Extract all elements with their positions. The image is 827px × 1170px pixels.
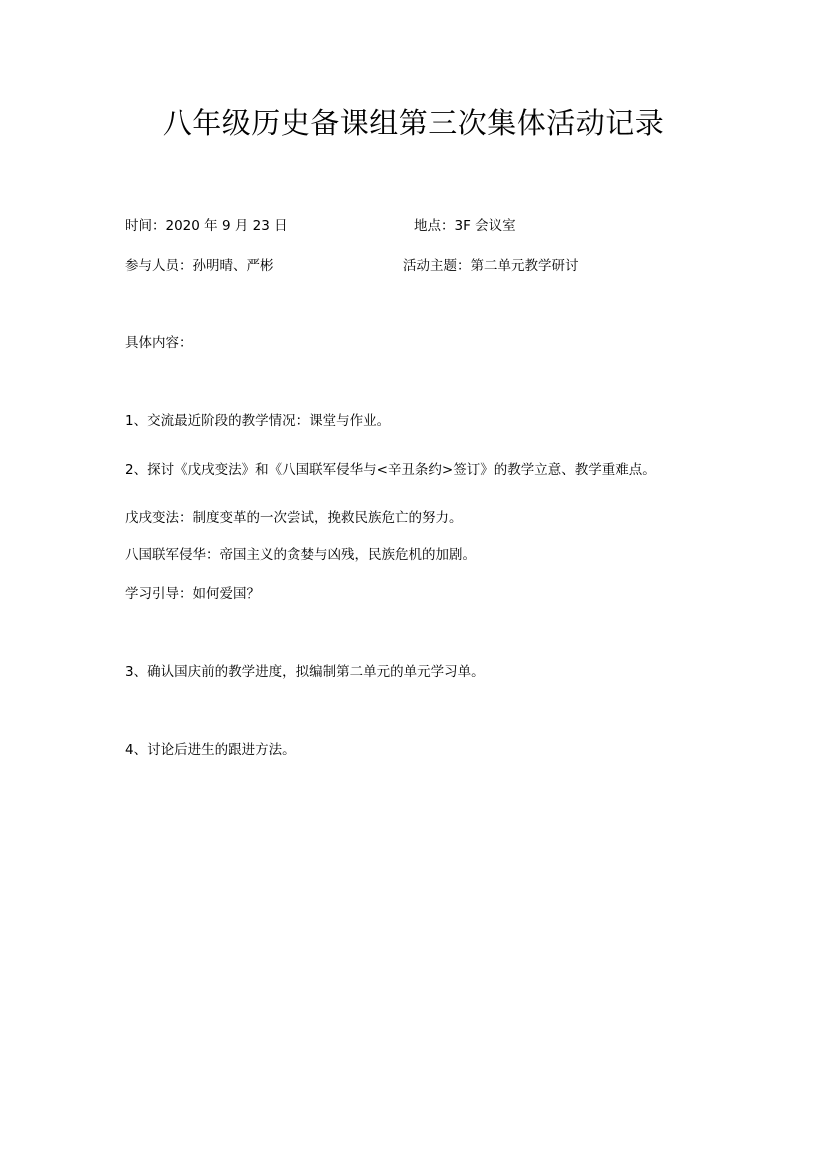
document-title: 八年级历史备课组第三次集体活动记录 <box>162 106 665 140</box>
content-item-1: 1、交流最近阶段的教学情况：课堂与作业。 <box>125 413 391 429</box>
meeting-theme: 活动主题：第二单元教学研讨 <box>403 258 579 274</box>
content-note-2: 八国联军侵华：帝国主义的贪婪与凶残，民族危机的加剧。 <box>125 547 476 563</box>
content-item-2: 2、探讨《戊戌变法》和《八国联军侵华与<辛丑条约>签订》的教学立意、教学重难点。 <box>125 462 656 478</box>
meeting-time: 时间：2020 年 9 月 23 日 <box>125 218 288 234</box>
content-item-4: 4、讨论后进生的跟进方法。 <box>125 742 296 758</box>
content-note-1: 戊戌变法：制度变革的一次尝试，挽救民族危亡的努力。 <box>125 510 463 526</box>
content-item-3: 3、确认国庆前的教学进度，拟编制第二单元的单元学习单。 <box>125 664 485 680</box>
content-heading: 具体内容： <box>125 335 193 351</box>
content-note-3: 学习引导：如何爱国？ <box>125 586 260 602</box>
meeting-location: 地点：3F 会议室 <box>414 218 516 234</box>
meeting-participants: 参与人员：孙明晴、严彬 <box>125 258 274 274</box>
